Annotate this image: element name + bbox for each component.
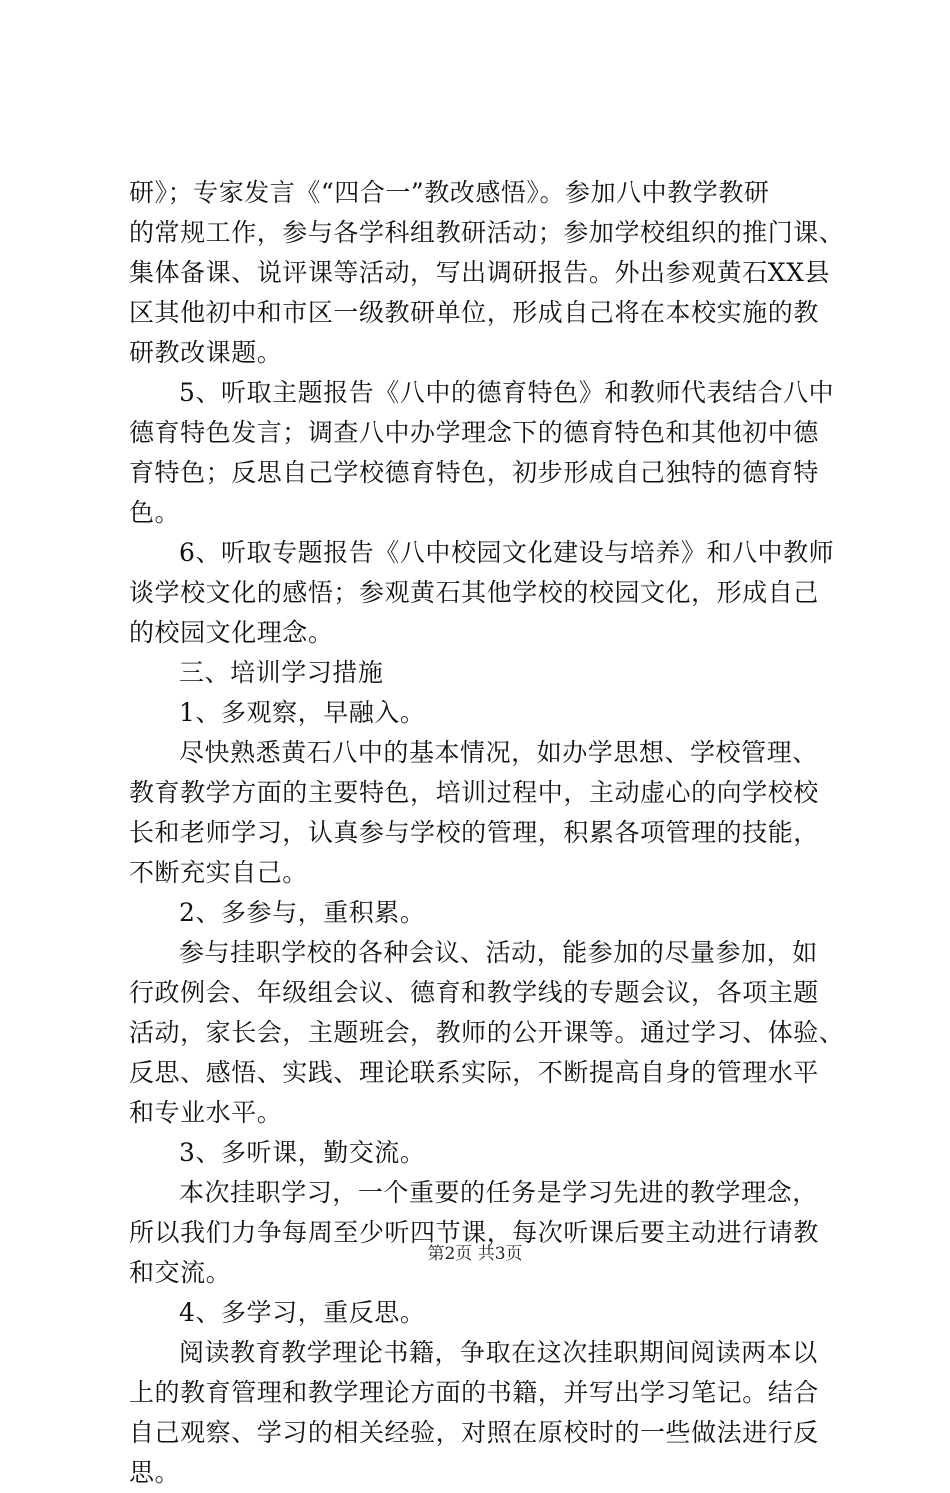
text-line: 上的教育管理和教学理论方面的书籍，并写出学习笔记。结合: [129, 1378, 819, 1407]
text-line: 的校园文化理念。: [129, 618, 334, 647]
text-line: 的常规工作，参与各学科组教研活动；参加学校组织的推门课、: [129, 218, 845, 247]
text-line: 参与挂职学校的各种会议、活动，能参加的尽量参加，如: [179, 938, 818, 967]
text-line: 阅读教育教学理论书籍，争取在这次挂职期间阅读两本以: [179, 1338, 818, 1367]
text-line: 研》；专家发言《“四合一”教改感悟》。参加八中教学教研: [129, 178, 770, 207]
text-line: 本次挂职学习，一个重要的任务是学习先进的教学理念，: [179, 1178, 818, 1207]
text-line: 不断充实自己。: [129, 858, 308, 887]
text-line: 研教改课题。: [129, 338, 283, 367]
text-line: 三、培训学习措施: [179, 658, 384, 687]
page-footer: 第2页 共3页: [427, 1244, 523, 1264]
text-line: 6、听取专题报告《八中校园文化建设与培养》和八中教师: [179, 538, 835, 567]
text-line: 1、多观察，早融入。: [179, 698, 426, 727]
text-line: 德育特色发言；调查八中办学理念下的德育特色和其他初中德: [129, 418, 819, 447]
text-line: 3、多听课，勤交流。: [179, 1138, 426, 1167]
document-body: [129, 173, 845, 1493]
text-line: 教育教学方面的主要特色，培训过程中，主动虚心的向学校校: [129, 778, 819, 807]
text-line: 区其他初中和市区一级教研单位，形成自己将在本校实施的教: [129, 298, 819, 327]
text-line: 思。: [129, 1458, 181, 1487]
text-line: 育特色；反思自己学校德育特色，初步形成自己独特的德育特: [129, 458, 819, 487]
text-line: 色。: [129, 498, 181, 527]
text-line: 和专业水平。: [129, 1098, 283, 1127]
text-line: 和交流。: [129, 1258, 232, 1287]
text-line: 所以我们力争每周至少听四节课，每次听课后要主动进行请教: [129, 1218, 819, 1247]
text-line: 尽快熟悉黄石八中的基本情况，如办学思想、学校管理、: [179, 738, 818, 767]
text-line: 反思、感悟、实践、理论联系实际，不断提高自身的管理水平: [129, 1058, 819, 1087]
text-line: 2、多参与，重积累。: [179, 898, 426, 927]
text-line: 4、多学习，重反思。: [179, 1298, 426, 1327]
text-line: 活动，家长会，主题班会，教师的公开课等。通过学习、体验、: [129, 1018, 845, 1047]
text-line: 谈学校文化的感悟；参观黄石其他学校的校园文化，形成自己: [129, 578, 819, 607]
text-line: 长和老师学习，认真参与学校的管理，积累各项管理的技能，: [129, 818, 819, 847]
text-line: 自己观察、学习的相关经验，对照在原校时的一些做法进行反: [129, 1418, 819, 1447]
text-line: 5、听取主题报告《八中的德育特色》和教师代表结合八中: [179, 378, 835, 407]
text-line: 集体备课、说评课等活动，写出调研报告。外出参观黄石XX县: [129, 258, 830, 287]
text-line: 行政例会、年级组会议、德育和教学线的专题会议，各项主题: [129, 978, 819, 1007]
